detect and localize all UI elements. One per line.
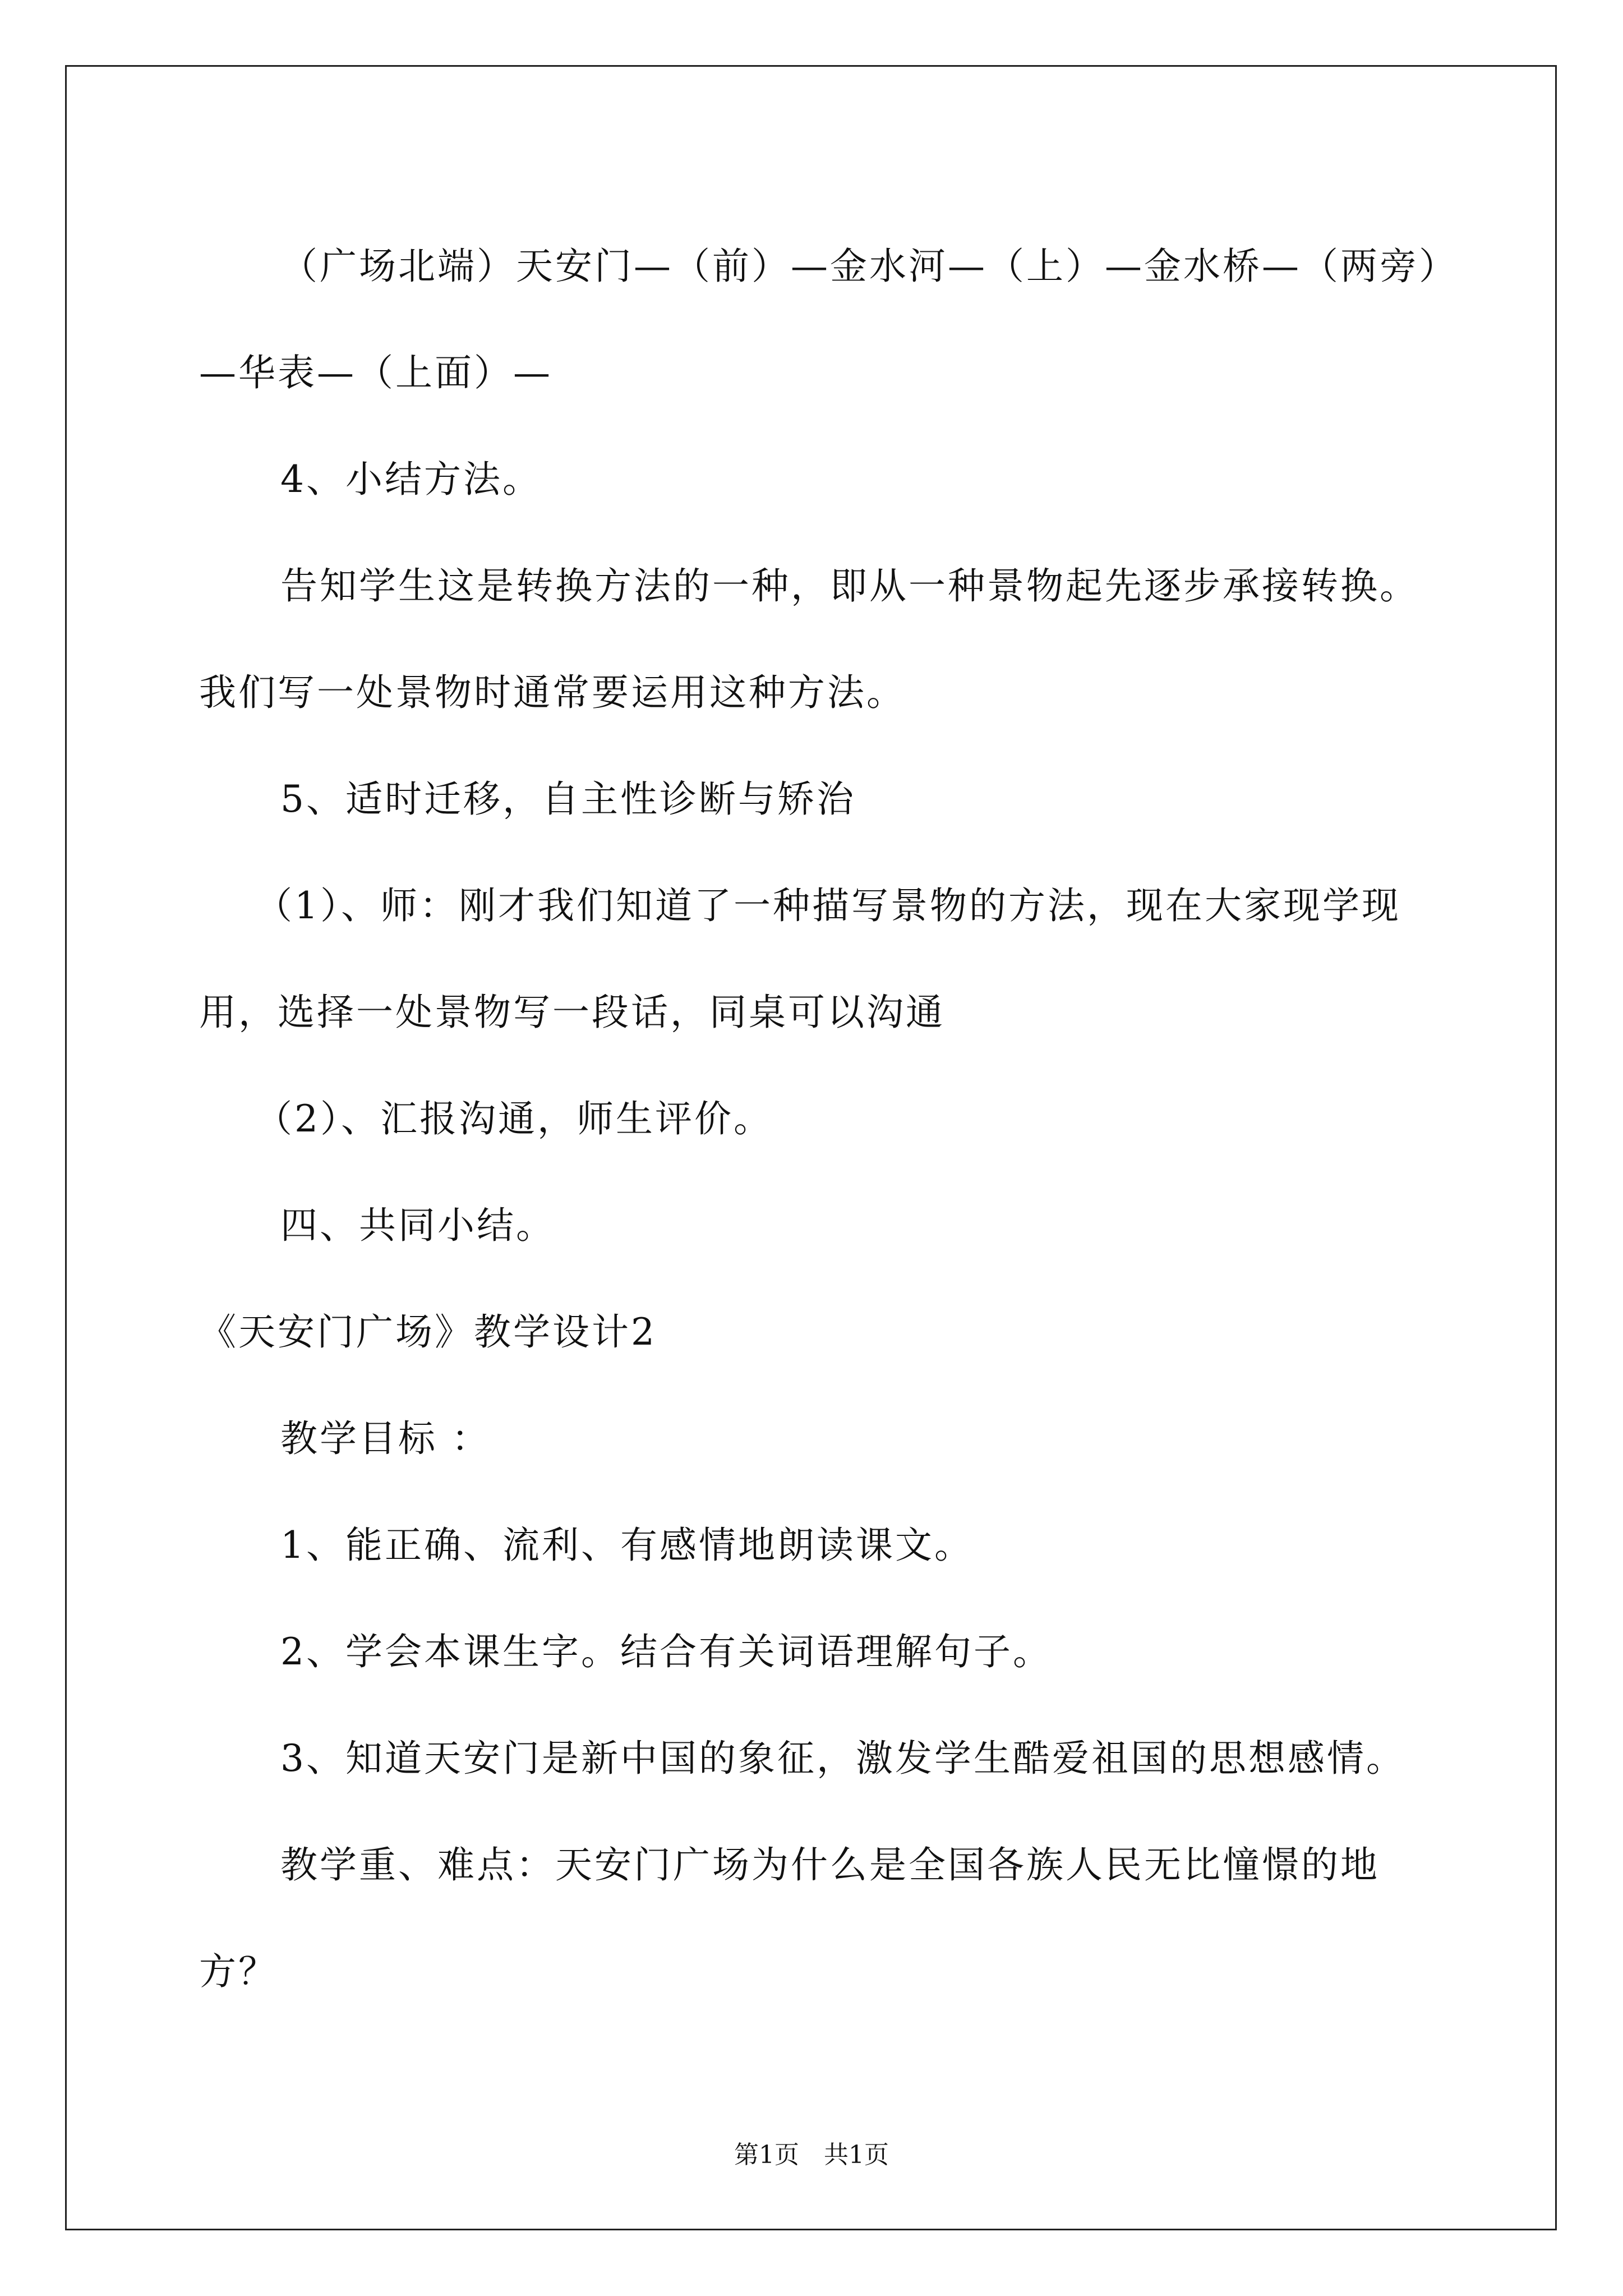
paragraph-objective-3: 3、知道天安门是新中国的象征，激发学生酷爱祖国的思想感情。 xyxy=(280,1737,1405,1780)
paragraph-explanation: 告知学生这是转换方法的一种，即从一种景物起先逐步承接转换。我们写一处景物时通常要运用这种方法。 xyxy=(199,564,1419,714)
paragraph-key-points: 教学重、难点：天安门广场为什么是全国各族人民无比憧憬的地方？ xyxy=(199,1843,1380,1993)
paragraph-conclusion: 四、共同小结。 xyxy=(280,1204,555,1247)
document-body xyxy=(199,213,1441,2025)
paragraph-step-1: （1）、师：刚才我们知道了一种描写景物的方法，现在大家现学现用，选择一处景物写一段话，同桌可以沟通 xyxy=(199,884,1401,1034)
paragraph-transfer: 5、适时迁移，自主性诊断与矫治 xyxy=(280,777,856,821)
paragraph-route: （广场北端）天安门—（前）—金水河—（上）—金水桥—（两旁）—华表—（上面）— xyxy=(199,245,1440,394)
paragraph-objective-2: 2、学会本课生字。结合有关词语理解句子。 xyxy=(280,1630,1052,1673)
paragraph-step-2: （2）、汇报沟通，师生评价。 xyxy=(255,1097,773,1140)
paragraph-objectives-title: 教学目标 ： xyxy=(280,1417,491,1460)
section-heading: 《天安门广场》教学设计2 xyxy=(199,1310,657,1354)
paragraph-summary-method: 4、小结方法。 xyxy=(280,458,542,501)
page-footer: 第1页 共1页 xyxy=(734,2141,889,2169)
paragraph-objective-1: 1、能正确、流利、有感情地朗读课文。 xyxy=(280,1524,974,1567)
